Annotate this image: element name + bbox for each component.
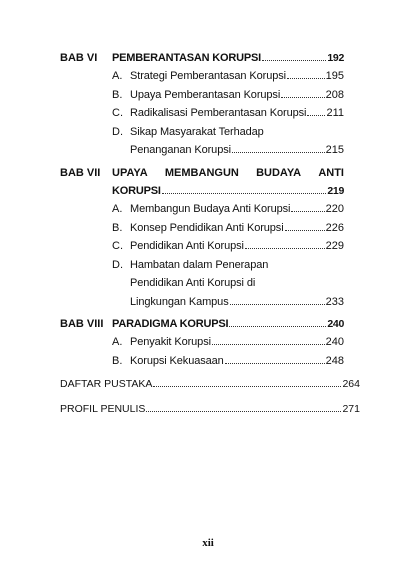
entry-title: Membangun Budaya Anti Korupsi (130, 203, 291, 215)
entry-page: 240 (325, 336, 344, 348)
chapter-heading (60, 52, 344, 70)
chapter-title-word: BUDAYA (256, 167, 302, 179)
entry-title: DAFTAR PUSTAKA (60, 378, 153, 390)
entry-letter: D. (112, 258, 123, 271)
chapter-title: PARADIGMA KORUPSI (112, 318, 229, 330)
chapter-title: PEMBERANTASAN KORUPSI (112, 52, 261, 64)
entry-letter: C. (112, 240, 123, 252)
entry-page: 226 (325, 221, 344, 234)
entry-title: Konsep Pendidikan Anti Korupsi (130, 221, 284, 234)
chapter-heading-continued (60, 185, 344, 203)
chapter-number: BAB VIII (60, 318, 104, 330)
entry-page: 211 (326, 107, 344, 119)
entry-letter: A. (112, 336, 123, 348)
entry-page: 264 (342, 378, 360, 390)
entry-page: 215 (325, 144, 344, 156)
toc-entry (60, 240, 344, 259)
dot-leader (245, 248, 325, 249)
toc-entry-continuation (60, 277, 344, 296)
toc-entry (60, 203, 344, 222)
chapter-bab-vii (60, 167, 344, 314)
toc-entry (60, 355, 344, 374)
entry-title: Strategi Pemberantasan Korupsi (130, 70, 286, 82)
chapter-page: 240 (327, 318, 344, 330)
toc-entry (60, 107, 344, 126)
toc-entry (60, 336, 344, 355)
chapter-page: 192 (327, 52, 344, 64)
entry-title: Sikap Masyarakat Terhadap (130, 125, 264, 138)
entry-title: PROFIL PENULIS (60, 403, 146, 415)
entry-letter: B. (112, 221, 123, 234)
chapter-heading (60, 318, 344, 336)
chapter-title-word: MEMBANGUN (164, 167, 239, 179)
entry-page: 248 (325, 354, 344, 367)
dot-leader (225, 363, 325, 364)
entry-page: 220 (325, 203, 344, 215)
dot-leader (153, 386, 341, 387)
toc-entry-continuation (60, 144, 344, 163)
chapter-title-continued: KORUPSI (112, 185, 161, 197)
dot-leader (232, 152, 325, 153)
toc-entry (60, 70, 344, 89)
entry-title: Penyakit Korupsi (130, 336, 211, 348)
entry-title: Pendidikan Anti Korupsi (130, 240, 244, 252)
entry-page: 229 (325, 240, 344, 252)
chapter-title (112, 167, 344, 179)
dot-leader (146, 411, 341, 412)
entry-letter: B. (112, 354, 123, 367)
toc-entry (60, 259, 344, 278)
entry-letter: D. (112, 125, 123, 138)
dot-leader (162, 193, 327, 194)
entry-letter: B. (112, 88, 123, 101)
entry-title: Korupsi Kekuasaan (130, 354, 224, 367)
toc-entry-continuation (60, 296, 344, 315)
toc-entry-profil-penulis (60, 403, 360, 415)
toc-entry (60, 89, 344, 108)
dot-leader (287, 78, 325, 79)
dot-leader (281, 97, 324, 98)
chapter-number: BAB VII (60, 167, 101, 179)
entry-letter: A. (112, 203, 123, 215)
chapter-bab-vi (60, 52, 344, 163)
entry-page: 208 (325, 88, 344, 101)
entry-page: 195 (325, 70, 344, 82)
dot-leader (307, 115, 325, 116)
dot-leader (262, 60, 326, 61)
chapter-title-word: UPAYA (112, 167, 148, 179)
toc-entry-daftar-pustaka (60, 378, 360, 390)
chapter-heading (60, 167, 344, 185)
dot-leader (212, 344, 325, 345)
entry-title-continued: Lingkungan Kampus (130, 295, 229, 308)
chapter-page: 219 (327, 185, 344, 197)
dot-leader (291, 211, 324, 212)
toc-entry (60, 222, 344, 241)
entry-title-continued: Penanganan Korupsi (130, 144, 231, 156)
dot-leader (285, 230, 325, 231)
dot-leader (230, 304, 325, 305)
entry-title: Hambatan dalam Penerapan (130, 258, 269, 271)
entry-title: Upaya Pemberantasan Korupsi (130, 88, 281, 101)
toc-entry (60, 126, 344, 145)
entry-title: Radikalisasi Pemberantasan Korupsi (130, 107, 307, 119)
chapter-number: BAB VI (60, 52, 98, 64)
entry-letter: C. (112, 107, 123, 119)
entry-title-continued: Pendidikan Anti Korupsi di (130, 277, 256, 289)
entry-page: 271 (342, 403, 360, 415)
dot-leader (229, 326, 326, 327)
chapter-title-word: ANTI (318, 167, 344, 179)
chapter-bab-viii (60, 318, 344, 373)
entry-letter: A. (112, 70, 123, 82)
entry-page: 233 (325, 295, 344, 308)
page-number: xii (202, 537, 214, 549)
